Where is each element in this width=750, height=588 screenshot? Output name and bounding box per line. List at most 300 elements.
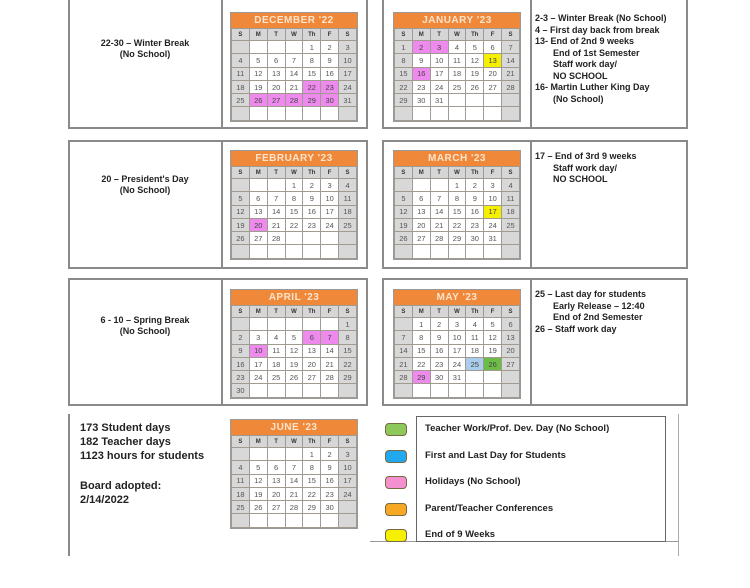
day-cell: 29 [448,232,466,245]
day-cell: 12 [249,474,267,487]
weekday-header: S [339,167,357,179]
day-cell: 31 [339,94,357,107]
day-cell: 21 [267,218,285,231]
day-cell: 26 [395,232,413,245]
weekday-header: S [339,306,357,318]
day-cell: 7 [395,331,413,344]
note-line: NO SCHOOL [553,70,608,81]
board-adopted-date: 2/14/2022 [80,494,129,506]
day-cell: 20 [267,487,285,500]
day-cell: 3 [430,41,448,54]
day-cell: 30 [321,94,339,107]
left-note-line: (No School) [119,49,171,59]
day-cell: 9 [232,344,250,357]
day-cell: 13 [412,205,430,218]
day-cell: 8 [285,192,303,205]
weekday-header: S [395,167,413,179]
day-cell: 28 [267,232,285,245]
day-cell: 12 [484,331,502,344]
day-cell [448,94,466,107]
note-line: 17 – End of 3rd 9 weeks [535,151,637,161]
day-cell: 11 [339,192,357,205]
weekday-header: T [267,436,285,448]
day-cell: 15 [395,67,413,80]
day-cell: 2 [466,179,484,192]
day-cell [502,384,520,397]
day-cell [430,245,448,258]
day-cell [285,318,303,331]
day-cell: 16 [303,205,321,218]
day-cell: 14 [395,344,413,357]
day-cell: 27 [484,80,502,93]
note-line: (No School) [553,93,604,104]
day-cell: 23 [303,218,321,231]
day-cell: 8 [412,331,430,344]
day-cell [430,107,448,120]
day-cell: 6 [267,54,285,67]
weekday-header: S [502,167,520,179]
day-cell: 10 [249,344,267,357]
day-cell: 14 [430,205,448,218]
day-cell [249,448,267,461]
day-cell [466,384,484,397]
left-note-line: 20 – President's Day [101,174,189,184]
day-cell: 18 [232,80,250,93]
day-cell: 21 [395,357,413,370]
day-cell [232,318,250,331]
legend-label: Parent/Teacher Conferences [425,502,554,514]
day-cell: 21 [285,487,303,500]
day-cell: 12 [232,205,250,218]
day-cell: 19 [249,80,267,93]
note-line: Early Release – 12:40 [553,300,645,311]
day-cell: 20 [249,218,267,231]
day-cell: 26 [466,80,484,93]
note-line: 26 – Staff work day [535,323,617,334]
calendar-june-2023 [230,419,358,529]
day-cell: 4 [502,179,520,192]
day-cell: 8 [448,192,466,205]
calendar-march-2023 [393,150,521,260]
weekday-header: Th [303,167,321,179]
calendar-february-2023 [230,150,358,260]
day-cell: 5 [232,192,250,205]
day-cell: 8 [303,461,321,474]
weekday-header: S [232,306,250,318]
day-cell [232,245,250,258]
day-cell: 12 [395,205,413,218]
day-cell [466,94,484,107]
day-cell: 19 [395,218,413,231]
day-cell: 3 [484,179,502,192]
day-cell: 30 [232,384,250,397]
day-cell: 7 [321,331,339,344]
day-cell: 6 [502,318,520,331]
day-cell: 13 [267,474,285,487]
weekday-header: M [412,29,430,41]
day-cell: 1 [339,318,357,331]
day-cell: 18 [502,205,520,218]
day-cell [466,245,484,258]
bottom-section-right-border [678,414,679,556]
day-cell: 2 [430,318,448,331]
month-title: MARCH '23 [394,151,520,166]
day-cell [484,245,502,258]
day-cell: 10 [339,54,357,67]
day-cell [285,245,303,258]
day-cell: 22 [448,218,466,231]
day-cell: 16 [232,357,250,370]
day-cell [484,384,502,397]
day-cell [285,107,303,120]
board-adopted-label: Board adopted: [80,480,162,492]
day-cell: 9 [412,54,430,67]
day-cell [303,384,321,397]
weekday-header: S [395,29,413,41]
day-cell: 10 [321,192,339,205]
weekday-header: Th [466,29,484,41]
weekday-header: W [448,306,466,318]
left-note-line: 6 - 10 – Spring Break [100,315,190,325]
day-cell: 24 [484,218,502,231]
day-cell: 11 [448,54,466,67]
day-cell [448,107,466,120]
day-cell [232,179,250,192]
day-cell: 9 [466,192,484,205]
day-cell: 28 [321,371,339,384]
day-cell [502,94,520,107]
weekday-header: M [249,167,267,179]
day-cell: 16 [412,67,430,80]
row-3-left-cell [68,278,223,406]
day-cell [321,318,339,331]
day-cell: 22 [303,487,321,500]
day-cell: 7 [285,54,303,67]
day-cell: 11 [232,474,250,487]
day-cell: 17 [448,344,466,357]
weekday-header: S [232,29,250,41]
weekday-header: W [448,29,466,41]
day-cell: 9 [321,54,339,67]
day-cell [484,94,502,107]
day-cell: 30 [466,232,484,245]
day-cell: 27 [249,232,267,245]
day-cell: 28 [430,232,448,245]
day-cell: 4 [267,331,285,344]
day-cell: 15 [448,205,466,218]
day-cell [430,384,448,397]
weekday-header: W [285,436,303,448]
month-title: JUNE '23 [231,420,357,435]
weekday-header: F [321,436,339,448]
legend-label: End of 9 Weeks [425,529,496,540]
day-cell: 4 [339,179,357,192]
day-cell: 22 [303,80,321,93]
weekday-header: F [321,306,339,318]
day-cell: 2 [412,41,430,54]
weekday-header: T [267,29,285,41]
day-cell [502,371,520,384]
day-cell: 18 [466,344,484,357]
day-cell [232,41,250,54]
day-cell: 18 [267,357,285,370]
day-cell: 14 [502,54,520,67]
day-cell: 8 [395,54,413,67]
legend-swatch [385,529,407,542]
calendar-january-2023 [393,12,521,122]
day-cell [267,318,285,331]
day-cell: 16 [466,205,484,218]
day-cell: 4 [232,461,250,474]
day-cell: 19 [249,487,267,500]
day-cell: 13 [484,54,502,67]
day-cell [249,41,267,54]
day-cell: 11 [466,331,484,344]
day-cell: 18 [232,487,250,500]
day-cell: 7 [502,41,520,54]
day-cell [267,514,285,527]
legend-label: Holidays (No School) [425,476,521,487]
day-cell: 7 [267,192,285,205]
day-cell: 27 [412,232,430,245]
note-line: 16- Martin Luther King Day [535,82,650,92]
day-cell: 23 [232,371,250,384]
day-cell: 26 [232,232,250,245]
day-cell: 18 [339,205,357,218]
weekday-header: Th [303,436,321,448]
day-cell [232,514,250,527]
weekday-header: S [339,29,357,41]
day-cell: 15 [285,205,303,218]
day-cell [249,514,267,527]
day-cell: 22 [339,357,357,370]
day-cell: 12 [249,67,267,80]
day-cell: 29 [339,371,357,384]
day-cell: 28 [285,94,303,107]
day-cell [448,245,466,258]
day-cell: 25 [448,80,466,93]
day-cell [285,384,303,397]
day-cell [267,107,285,120]
day-cell: 5 [484,318,502,331]
day-cell: 25 [466,357,484,370]
day-cell: 19 [232,218,250,231]
day-cell: 19 [484,344,502,357]
day-cell: 8 [339,331,357,344]
day-cell: 25 [267,371,285,384]
day-cell [303,514,321,527]
day-cell: 6 [267,461,285,474]
weekday-header: T [267,167,285,179]
day-cell: 10 [484,192,502,205]
day-cell: 11 [232,67,250,80]
day-cell: 4 [232,54,250,67]
left-note-line: (No School) [119,185,171,195]
student-days: 173 Student days [80,422,171,434]
student-hours: 1123 hours for students [80,450,205,462]
day-cell: 19 [466,67,484,80]
legend-label: First and Last Day for Students [425,449,566,461]
day-cell: 20 [303,357,321,370]
teacher-days: 182 Teacher days [80,436,171,448]
day-cell: 24 [249,371,267,384]
weekday-header: Th [303,306,321,318]
day-cell: 20 [412,218,430,231]
day-cell: 6 [249,192,267,205]
day-cell: 30 [321,501,339,514]
day-cell [339,232,357,245]
day-cell: 14 [285,67,303,80]
day-cell: 5 [249,461,267,474]
day-cell: 13 [502,331,520,344]
day-cell: 16 [321,67,339,80]
day-cell [502,107,520,120]
day-cell: 1 [412,318,430,331]
day-cell: 18 [448,67,466,80]
day-cell: 10 [430,54,448,67]
day-cell [412,107,430,120]
note-line: NO SCHOOL [553,174,608,184]
weekday-header: F [484,29,502,41]
day-cell: 6 [484,41,502,54]
day-cell: 9 [303,192,321,205]
day-cell: 3 [339,41,357,54]
day-cell: 1 [303,448,321,461]
day-cell: 14 [285,474,303,487]
day-cell: 22 [395,80,413,93]
day-cell: 1 [303,41,321,54]
day-cell: 21 [502,67,520,80]
day-cell: 14 [321,344,339,357]
day-cell: 5 [285,331,303,344]
month-title: APRIL '23 [231,290,357,305]
year-stats [80,421,204,507]
weekday-header: M [412,306,430,318]
day-cell: 25 [232,94,250,107]
legend-swatch [385,476,407,489]
day-cell: 23 [430,357,448,370]
day-cell: 27 [502,357,520,370]
day-cell: 4 [448,41,466,54]
day-cell [395,384,413,397]
day-cell [285,41,303,54]
day-cell [502,245,520,258]
day-cell: 9 [430,331,448,344]
row-1-left-cell [68,0,223,129]
day-cell: 26 [249,94,267,107]
day-cell: 20 [484,67,502,80]
day-cell: 24 [321,218,339,231]
weekday-header: S [502,29,520,41]
day-cell: 15 [412,344,430,357]
legend-swatch [385,450,407,463]
day-cell: 3 [448,318,466,331]
month-title: JANUARY '23 [394,13,520,28]
day-cell: 28 [395,371,413,384]
month-title: DECEMBER '22 [231,13,357,28]
day-cell: 30 [412,94,430,107]
row-1-notes [535,13,666,105]
day-cell: 2 [321,448,339,461]
row-1-left-note [70,38,220,60]
day-cell [303,232,321,245]
day-cell: 12 [285,344,303,357]
day-cell: 29 [303,94,321,107]
day-cell: 13 [249,205,267,218]
day-cell: 7 [430,192,448,205]
weekday-header: S [339,436,357,448]
day-cell: 26 [249,501,267,514]
day-cell [267,245,285,258]
calendar-april-2023 [230,289,358,399]
day-cell: 23 [321,80,339,93]
day-cell [303,107,321,120]
day-cell: 1 [448,179,466,192]
legend-label: Teacher Work/Prof. Dev. Day (No School) [425,423,610,434]
day-cell: 4 [466,318,484,331]
day-cell [412,179,430,192]
note-line: End of 1st Semester [553,47,640,58]
day-cell [339,107,357,120]
day-cell: 29 [303,501,321,514]
day-cell: 9 [321,461,339,474]
weekday-header: Th [466,306,484,318]
day-cell: 1 [395,41,413,54]
day-cell [339,501,357,514]
day-cell: 2 [321,41,339,54]
day-cell [339,514,357,527]
day-cell: 21 [321,357,339,370]
day-cell: 5 [466,41,484,54]
day-cell [466,371,484,384]
day-cell [303,318,321,331]
day-cell: 27 [267,94,285,107]
day-cell: 28 [285,501,303,514]
day-cell [232,107,250,120]
day-cell: 24 [448,357,466,370]
note-line: Staff work day/ [553,59,618,69]
day-cell: 26 [285,371,303,384]
day-cell: 31 [484,232,502,245]
day-cell [430,179,448,192]
day-cell: 10 [448,331,466,344]
weekday-header: T [430,167,448,179]
day-cell: 15 [303,67,321,80]
day-cell: 24 [339,487,357,500]
day-cell [395,245,413,258]
day-cell: 17 [339,474,357,487]
day-cell [249,179,267,192]
weekday-header: M [249,29,267,41]
note-line: 4 – First day back from break [535,24,660,35]
day-cell [502,232,520,245]
day-cell: 23 [321,487,339,500]
row-3-notes [535,289,646,335]
day-cell: 3 [339,448,357,461]
day-cell: 2 [303,179,321,192]
day-cell [303,245,321,258]
day-cell: 22 [285,218,303,231]
day-cell [249,318,267,331]
note-line: 25 – Last day for students [535,289,647,299]
day-cell: 8 [303,54,321,67]
weekday-header: S [232,167,250,179]
day-cell: 17 [321,205,339,218]
weekday-header: M [412,167,430,179]
day-cell: 29 [395,94,413,107]
day-cell: 23 [466,218,484,231]
day-cell: 15 [339,344,357,357]
